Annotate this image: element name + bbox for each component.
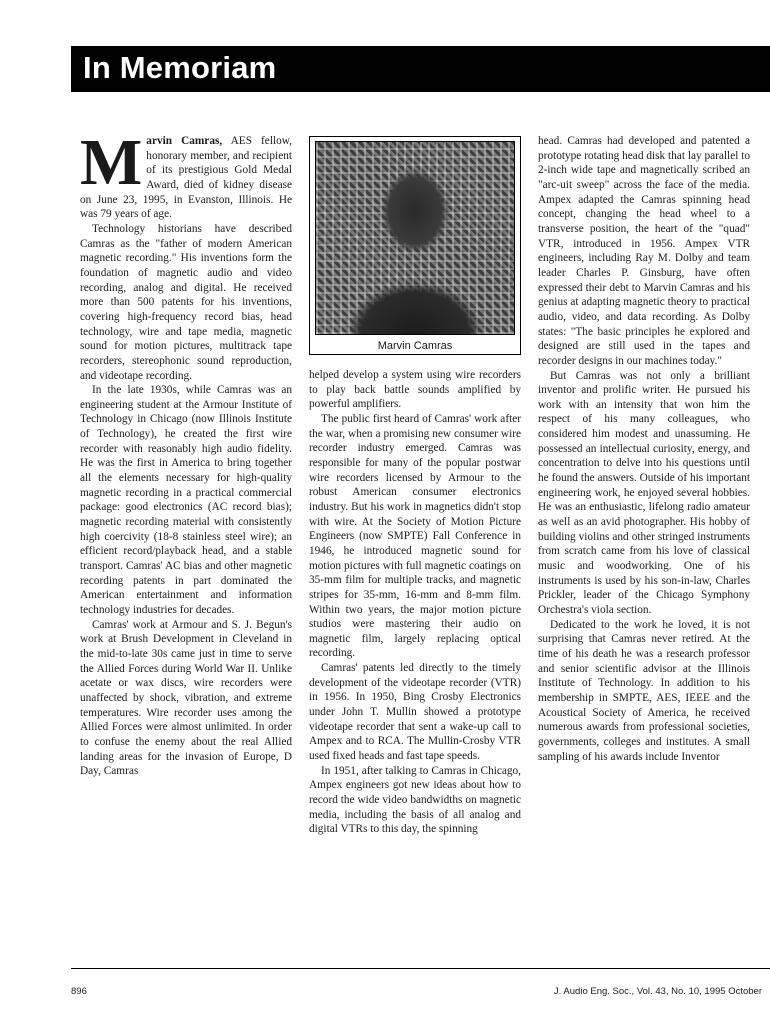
lead-text: AES fellow, honorary member, and recipient of its prestigious Gold Medal Award, died of kidney disease on June 23, 1995, in Evanston, Illinois. He was 79 years of age. — [80, 135, 292, 221]
article-paragraph: helped develop a system using wire recorders to play back battle sounds amplified by powerful amplifiers. — [309, 369, 521, 411]
section-banner — [71, 46, 770, 92]
article-paragraph: Technology historians have described Camras as the "father of modern American magnetic recording." His inventions form the foundation of magnetic audio and video recording, analog and digital. He received more than 500 patents for his inventions, covering high-frequency record bias, head technology, wire and tape media, magnetic sound for motion pictures, multitrack tape recorders, stereophonic sound reproduction, and videotape recording. — [80, 222, 292, 382]
portrait-figure — [309, 136, 521, 355]
drop-cap: M — [80, 126, 143, 199]
journal-citation: J. Audio Eng. Soc., Vol. 43, No. 10, 1995 October — [553, 986, 762, 997]
footer-rule — [71, 968, 770, 969]
article-paragraph: Dedicated to the work he loved, it is not surprising that Camras never retired. At the time of his death he was a research professor and senior scientific advisor at the Illinois Institute of Technology. In addition to his membership in SMPTE, AES, IEEE and the Acoustical Society of America, he received numerous awards from professional societies, governments, colleges and institutes. A small sampling of his awards include Inventor — [538, 618, 750, 763]
article-paragraph: head. Camras had developed and patented a prototype rotating head disk that lay parallel to 2-inch wide tape and magnetically scribed an "arc-uit sweep" across the face of the media. Ampex adapted the Camras spinning head concept, changing the head wheel to a transverse position, the heart of the "quad" VTR, introduced in 1956. Ampex VTR engineers, including Ray M. Dolby and team leader Charles P. Ginsburg, have often expressed their debt to Marvin Camras and his genius at adapting magnetic theory to practical audio, video, and data recording. As Dolby states: "The basic principles he explored and designed are still used in the tapes and recorder designs in our machines today." — [538, 135, 750, 367]
article-column-1 — [80, 126, 292, 779]
article-paragraph: Camras' patents led directly to the timely development of the videotape recorder (VTR) in 1956. In 1950, Bing Crosby Electronics under John T. Mullin showed a prototype videotape recorder that sent a wake-up call to Ampex and to RCA. The Mullin-Crosby VTR used fixed heads and fast tape speeds. — [309, 662, 521, 763]
photo-caption: Marvin Camras — [377, 340, 453, 352]
article-paragraph: In 1951, after talking to Camras in Chicago, Ampex engineers got new ideas about how to record the wide video bandwidths on magnetic media, including the basis of all analog and digital VTRs to this day, the spinning — [309, 764, 521, 836]
lead-name: arvin Camras, — [146, 135, 223, 147]
article-paragraph: The public first heard of Camras' work after the war, when a promising new consumer wire recorder industry emerged. Camras was responsible for many of the popular postwar wire recorders licensed by Armour to the robust American consumer electronics industry. But his work in magnetics didn't stop with wire. At the Society of Motion Picture Engineers (now SMPTE) Fall Conference in 1946, he introduced magnetic sound for motion pictures with full magnetic coatings on 35-mm film for multiple tracks, and magnetic stripes for 35-mm, 16-mm and 8-mm film. Within two years, the major motion picture studios were mastering their audio on magnetic film, largely replacing optical recording. — [309, 412, 521, 660]
section-title: In Memoriam — [83, 50, 277, 85]
article-column-3 — [538, 134, 750, 764]
article-paragraph: Camras' work at Armour and S. J. Begun's work at Brush Development in Cleveland in the mid-to-late 30s came just in time to serve the Allied Forces during World War II. Unlike acetate or wax discs, wire recorders were unaffected by shock, vibration, and extreme temperatures. Wire recorder uses among the Allied Forces were almost unlimited. In order to confuse the enemy about the real Allied landing areas for the invasion of Europe, D Day, Camras — [80, 618, 292, 778]
article-paragraph: But Camras was not only a brilliant inventor and prolific writer. He pursued his work with an intensity that won him the respect of his many colleagues, who considered him modest and unassuming. He possessed an intellectual curiosity, energy, and concentration to delve into his questions until he found the answers. Outside of his important engineering work, he enjoyed several hobbies. He was an enthusiastic, lifelong radio amateur as well as an avid photographer. His hobby of building violins and other stringed instruments from scratch came from his love of classical music and woodworking. One of his instruments is used by his son-in-law, Charles Prickler, leader of the Chicago Symphony Orchestra's viola section. — [538, 369, 750, 616]
article-paragraph: In the late 1930s, while Camras was an engineering student at the Armour Institute of Technology in Chicago (now Illinois Institute of Technology), he created the first wire recorder with reasonably high audio fidelity. He was the first in America to bring together all the elements necessary for high-quality magnetic recording in a practical commercial package: good electronics (AC record bias); magnetic recording material with consistently high coercivity (18-8 stainless steel wire); an efficient record/playback head, and a stable transport. Camras' AC bias and other magnetic recording patents in part dominated the American entertainment and information technology industries for decades. — [80, 384, 292, 616]
page-number: 896 — [71, 986, 87, 997]
article-paragraph — [80, 126, 292, 222]
article-column-2 — [309, 368, 521, 837]
portrait-photo — [315, 141, 515, 335]
